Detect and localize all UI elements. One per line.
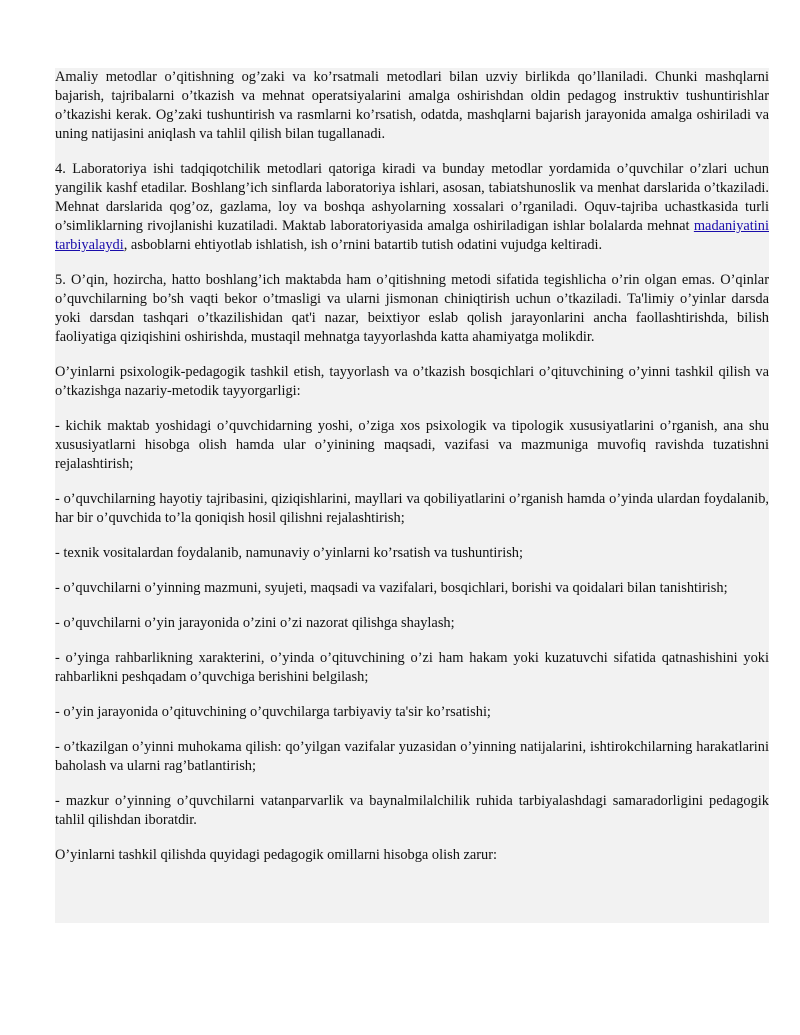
paragraph-text-after-link: , asboblarni ehtiyotlab ishlatish, ish o’rnini batartib tutish odatini vujudga keltiradi. [123, 237, 603, 253]
paragraph-games: 5. O’qin, hozircha, hatto boshlang’ich maktabda ham o’qitishning metodi sifatida tegishlicha o’rin olgan emas. O’qinlar o’quvchilarning bo’sh vaqti bekor o’tmasligi va ularni jismonan chiniqtirish uchun o’tkaziladi. Ta'limiy o’yinlar darsda yoki darsdan tashqari o’tkazilishidan qat'i nazar, beixtiyor eslab qolish jarayonlarini ancha faollashtirishda, bilish faoliyatiga qiziqishini oshirishda, mustaqil mehnatga tayyorlashda katta ahamiyatga molikdir. [55, 272, 769, 345]
list-item-leadership: - o’yinga rahbarlikning xarakterini, o’yinda o’qituvchining o’zi ham hakam yoki kuzatuvchi sifatida qatnashishini yoki rahbarlikni peshqadam o’quvchiga berishini belgilash; [55, 650, 769, 685]
paragraph-text-before-link: 4. Laboratoriya ishi tadqiqotchilik metodlari qatoriga kiradi va bunday metodlar yordamida o’quvchilar o’zlari uchun yangilik kashf etadilar. Boshlang’ich sinflarda laboratoriya ishlari, asosan, tabiatshunoslik va menhat darslarida o’tkaziladi. Mehnat darslarida qog’oz, gazlama, loy va boshqa ashyolarning xossalari o’rganiladi. Oquv-tajriba uchastkasida turli o’simliklarning rivojlanishi kuzatiladi. Maktab laboratoriyasida amalga oshiriladigan ishlar bolalarda mehnat [55, 161, 769, 234]
link-madaniyatini-tarbiyalaydi[interactable]: madaniyatini tarbiyalaydi [55, 218, 769, 253]
list-item-educational-influence: - o’yin jarayonida o’qituvchining o’quvchilarga tarbiyaviy ta'sir ko’rsatishi; [55, 704, 491, 720]
list-item-game-content: - o’quvchilarni o’yinning mazmuni, syujeti, maqsadi va vazifalari, bosqichlari, borishi va qoidalari bilan tanishtirish; [55, 580, 728, 596]
list-item-age-features: - kichik maktab yoshidagi o’quvchidarning yoshi, o’ziga xos psixologik va tipologik xususiyatlarini o’rganish, ana shu xususiyatlarni hisobga olish hamda ular o’yinining maqsadi, vazifasi va mazmuniga muvofiq ravishda tuzatishni rejalashtirish; [55, 418, 769, 472]
list-item-game-discussion: - o’tkazilgan o’yinni muhokama qilish: qo’yilgan vazifalar yuzasidan o’yinning natijalarini, ishtirokchilarning harakatlarini baholash va ularni rag’batlantirish; [55, 739, 769, 774]
document-page [55, 68, 769, 923]
list-item-pedagogical-analysis: - mazkur o’yinning o’quvchilarni vatanparvarlik va baynalmilalchilik ruhida tarbiyalashdagi samaradorligini pedagogik tahlil qilishdan iboratdir. [55, 793, 769, 828]
list-item-life-experience: - o’quvchilarning hayotiy tajribasini, qiziqishlarini, mayllari va qobiliyatlarini o’rganish hamda o’yinda ulardan foydalanib, har bir o’quvchida to’la qoniqish hosil qilishni rejalashtirish; [55, 491, 769, 526]
list-item-self-control: - o’quvchilarni o’yin jarayonida o’zini o’zi nazorat qilishga shaylash; [55, 615, 455, 631]
paragraph-laboratory-work [55, 160, 769, 255]
paragraph-practical-methods: Amaliy metodlar o’qitishning og’zaki va ko’rsatmali metodlari bilan uzviy birlikda qo’llaniladi. Chunki mashqlarni bajarish, tajribalarni o’tkazish va mehnat operatsiyalarini amalga oshirishdan oldin pedagog instruktiv tushuntirishlar o’tkazishi kerak. Og’zaki tushuntirish va rasmlarni ko’rsatish, odatda, mashqlarni bajarish jarayonida amalga oshiriladi va uning natijasini aniqlash va tahlil qilish bilan tugallanadi. [55, 69, 769, 142]
list-item-technical-tools: - texnik vositalardan foydalanib, namunaviy o’yinlarni ko’rsatish va tushuntirish; [55, 545, 523, 561]
paragraph-pedagogical-factors: O’yinlarni tashkil qilishda quyidagi pedagogik omillarni hisobga olish zarur: [55, 847, 498, 863]
paragraph-game-organization-intro: O’yinlarni psixologik-pedagogik tashkil etish, tayyorlash va o’tkazish bosqichlari o’qituvchining o’yinni tashkil qilish va o’tkazishga nazariy-metodik tayyorgarligi: [55, 364, 769, 399]
